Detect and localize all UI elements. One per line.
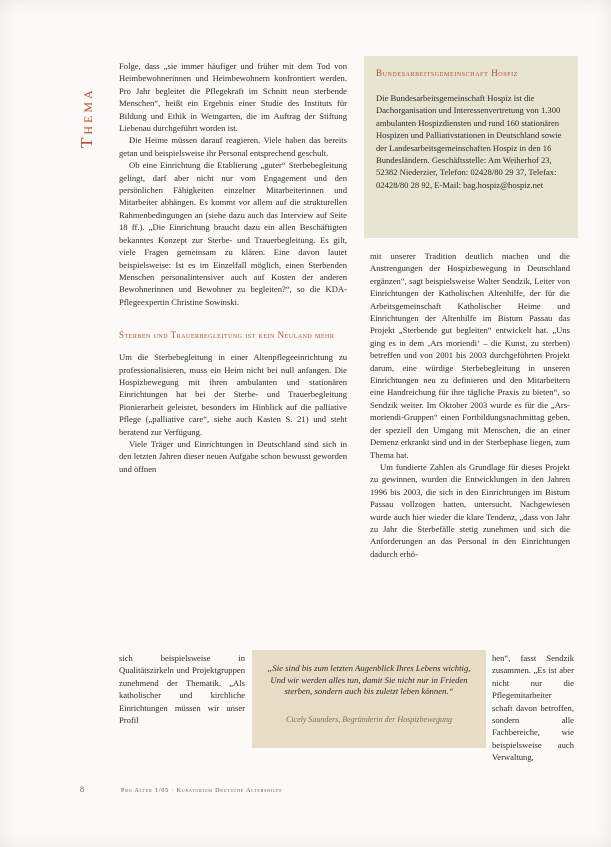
paragraph: Um die Sterbebegleitung in einer Altenpflegeeinrichtung zu professionalisieren, muss ein Heim nicht bei null anfangen. Die Hospizbewegung mit ihren ambulanten und stationären Einrichtungen hat bei der Sterbe- und Trauerbegleitung Pionierarbeit geleistet, besonders im Hinblick auf die palliative Pflege („palliative care“, siehe auch Kasten S. 21) und steht beratend zur Verfügung.	[119, 352, 347, 437]
section-label: Thema	[77, 87, 96, 148]
paragraph: Viele Träger und Einrichtungen in Deutschland sind sich in den letzten Jahren dieser neuen Aufgabe schon bewusst geworden und öffnen	[119, 438, 347, 474]
page-number: 8	[80, 785, 84, 794]
pull-quote	[252, 650, 486, 748]
quote-text: „Sie sind bis zum letzten Augenblick Ihres Lebens wichtig, Und wir werden alles tun, damit Sie nicht nur in Frieden sterben, sondern auch bis zuletzt leben können.“	[267, 663, 471, 697]
wrap-text-left: sich beispielsweise in Qualitätszirkeln und Projektgruppen zunehmend der Thematik. „Als katholischer und kirchliche Einrichtungen müssen wir unser Profil	[119, 653, 245, 726]
info-box-text: Die Bundesarbeitsgemeinschaft Hospiz ist die Dachorganisation und Interessenvertretung von 1.300 ambulanten Hospizdiensten und rund 160 stationären Hospizen und Palliativstationen in Deutschland sowie der Landesarbeitsgemeinschaften Hospiz in den 16 Bundesländern. Geschäftsstelle: Am Weiherhof 23, 52382 Niederzier, Telefon: 02428/80 29 37, Telefax: 02428/80 28 92, E-Mail: bag.hospiz@hospiz.net	[376, 93, 562, 190]
main-column-left	[119, 60, 347, 475]
quote-author: Cicely Saunders, Begründerin der Hospizbewegung	[286, 714, 452, 724]
paragraph: mit unserer Tradition deutlich machen und die Anstrengungen der Hospizbewegung in Deutschland ergänzen“, sagt beispielsweise Walter Sendzik, Leiter von Einrichtungen der Katholischen Altenhilfe, der für die Arbeitsgemeinschaft Katholischer Heime und Einrichtungen der Altenhilfe im Bistum Passau das Projekt „Sterbende gut begleiten“ entwickelt hat. „Uns ging es in dem ‚Ars moriendi‘ – die Kunst, zu sterben) betreffen und von 2001 bis 2003 durchgeführten Projekt darum, eine würdige Sterbebegleitung in unseren Einrichtungen neu zu definieren und den Mitarbeitern eine Handreichung für ihre tägliche Praxis zu bieten“, so Sendzik weiter. Im Oktober 2003 wurde es für die „Ars-moriendi-Gruppen“ einen Fortbildungsnachmittag geben, der speziell den Umgang mit Menschen, die an einer Demenz erkrankt sind und in der Sterbephase liegen, zum Thema hat.	[370, 251, 570, 460]
paragraph: Die Heime müssen darauf reagieren. Viele haben das bereits getan und beispielsweise ihr Personal entsprechend geschult.	[119, 135, 347, 158]
info-box-title: Bundesarbeitsgemeinschaft Hospiz	[376, 68, 518, 78]
main-column-right	[370, 250, 570, 560]
info-box	[364, 56, 578, 238]
wrap-text-right: hen“, fasst Sendzik zusammen. „Es ist aber nicht nur die Pflegemitarbeiter schaft davon betroffen, sondern alle Fachbereiche, wie beispielsweise auch Verwaltung,	[492, 653, 574, 763]
subheading: Sterben und Trauerbegleitung ist kein Neuland mehr	[119, 330, 335, 341]
paragraph: Ob eine Einrichtung die Etablierung „guter“ Sterbebegleitung gelingt, darf aber nicht nur vom Engagement und den persönlichen Fähigkeiten einzelner Mitarbeiterinnen und Mitarbeiter abhängen. Es kommt vor allem auf die strukturellen Rahmenbedingungen an (siehe dazu auch das Interview auf Seite 18 ff.). „Die Einrichtung braucht dazu ein allen Beschäftigten bekanntes Konzept zur Sterbe- und Trauerbegleitung. Es gilt, viele Fragen gemeinsam zu klären. Eine davon lautet beispielsweise: Ist es im Einzelfall möglich, einen Sterbenden Menschen personalintensiver auch auf Kosten der anderen Bewohnerinnen und Bewohner zu begleiten?“, so die KDA-Pflegeexpertin Christine Sowinski.	[119, 160, 347, 307]
paragraph: Um fundierte Zahlen als Grundlage für dieses Projekt zu gewinnen, wurden die Entwicklungen in den Jahren 1996 bis 2003, die sich in den Einrichtungen im Bistum Passau vollzogen hatten, untersucht. Nachgewiesen wurde auch hier wieder die klare Tendenz, „dass von Jahr zu Jahr die Sterbefälle stetig zunehmen und sich die Anforderungen an das Personal in den Einrichtungen dadurch erhö-	[370, 461, 570, 559]
footer-journal: Pro Alter 1/05 · Kuratorium Deutsche Altershilfe	[121, 787, 283, 794]
paragraph: Folge, dass „sie immer häufiger und früher mit dem Tod von Heimbewohnerinnen und Heimbewohnern konfrontiert werden. Pro Jahr begleitet die Pflegekraft im Schnitt neun sterbende Menschen“, heißt ein Ergebnis einer Studie des Instituts für Bildung und Ethik in Weingarten, die im Auftrag der Stiftung Liebenau durchgeführt worden ist.	[119, 61, 347, 134]
